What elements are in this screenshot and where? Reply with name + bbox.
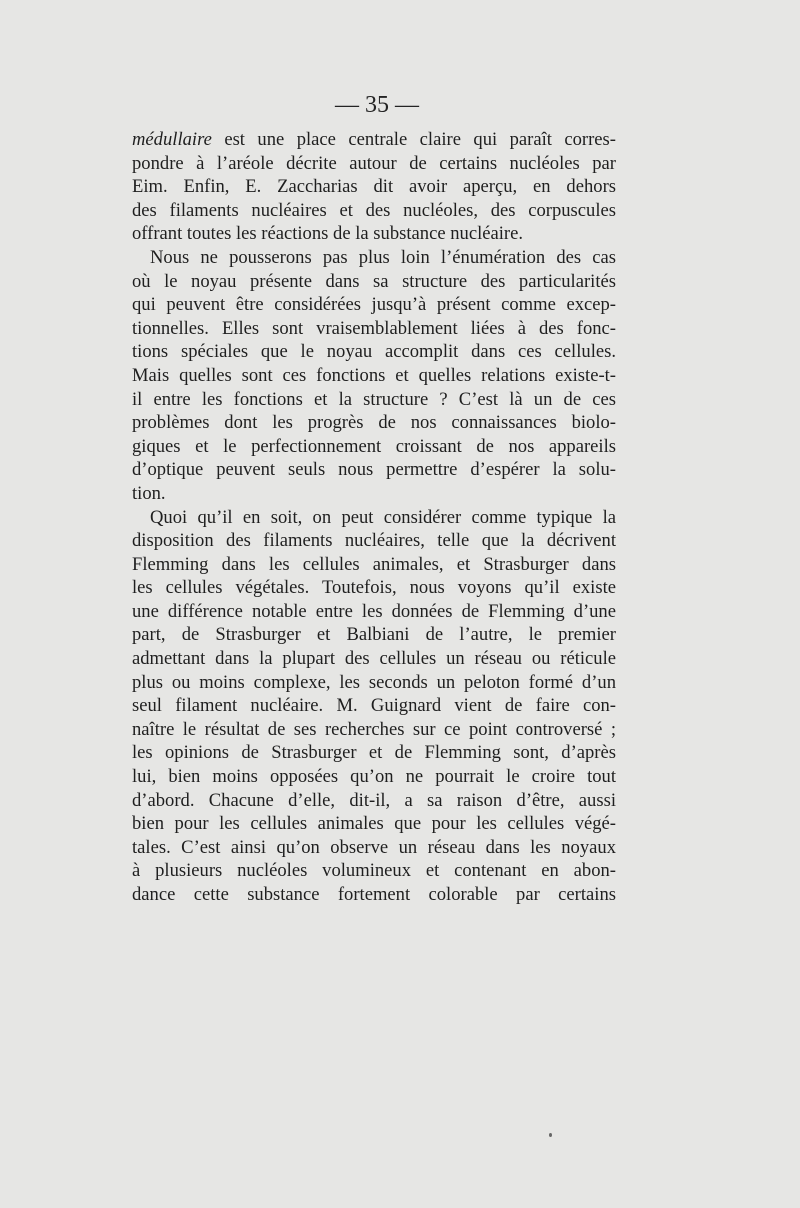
text-line: pondre à l’aréole décrite autour de certains nucléoles par <box>132 152 616 174</box>
text-line: une différence notable entre les données de Flemming d’une <box>132 600 616 622</box>
paragraph-1 <box>132 128 616 246</box>
text-line: dance cette substance fortement colorable par certains <box>132 884 616 905</box>
text-line-rest: est une place centrale claire qui paraît corres- <box>211 129 616 150</box>
italic-term: médullaire <box>132 129 212 150</box>
paragraph-2 <box>132 246 616 506</box>
text-body <box>132 128 616 907</box>
paragraph-3 <box>132 506 616 907</box>
text-line: Eim. Enfin, E. Zaccharias dit avoir aperçu, en dehors <box>132 176 616 198</box>
text-line: tales. C’est ainsi qu’on observe un réseau dans les noyaux <box>132 836 616 858</box>
text-line <box>132 128 616 152</box>
text-line: d’abord. Chacune d’elle, dit-il, a sa raison d’être, aussi <box>132 789 616 811</box>
text-line: qui peuvent être considérées jusqu’à présent comme excep- <box>132 294 616 316</box>
text-line: tions spéciales que le noyau accomplit dans ces cellules. <box>132 341 616 363</box>
text-line: disposition des filaments nucléaires, telle que la décrivent <box>132 530 616 552</box>
text-line: part, de Strasburger et Balbiani de l’autre, le premier <box>132 624 616 646</box>
text-line: admettant dans la plupart des cellules un réseau ou réticule <box>132 648 616 670</box>
text-line: tion. <box>132 482 166 504</box>
text-line: tionnelles. Elles sont vraisemblablement liées à des fonc- <box>132 317 616 339</box>
text-line: les opinions de Strasburger et de Flemming sont, d’après <box>132 742 616 764</box>
text-line: Quoi qu’il en soit, on peut considérer comme typique la <box>150 506 616 528</box>
text-line: naître le résultat de ses recherches sur ce point controversé ; <box>132 718 616 740</box>
text-line: Mais quelles sont ces fonctions et quelles relations existe-t- <box>132 364 616 386</box>
text-line: Flemming dans les cellules animales, et Strasburger dans <box>132 553 616 575</box>
text-line: à plusieurs nucléoles volumineux et contenant en abon- <box>132 860 616 882</box>
text-line: des filaments nucléaires et des nucléoles, des corpuscules <box>132 199 616 221</box>
text-line: lui, bien moins opposées qu’on ne pourrait le croire tout <box>132 766 616 788</box>
text-line: problèmes dont les progrès de nos connaissances biolo- <box>132 412 616 434</box>
text-line: seul filament nucléaire. M. Guignard vient de faire con- <box>132 695 616 717</box>
text-line: bien pour les cellules animales que pour les cellules végé- <box>132 813 616 835</box>
text-line: il entre les fonctions et la structure ? C’est là un de ces <box>132 388 616 410</box>
text-line: plus ou moins complexe, les seconds un peloton formé d’un <box>132 671 616 693</box>
ink-speck <box>549 1133 552 1137</box>
text-line: où le noyau présente dans sa structure des particularités <box>132 270 616 292</box>
text-line: giques et le perfectionnement croissant de nos appareils <box>132 435 616 457</box>
text-line: d’optique peuvent seuls nous permettre d’espérer la solu- <box>132 459 616 481</box>
text-line: offrant toutes les réactions de la substance nucléaire. <box>132 223 524 245</box>
page-number: — 35 — <box>335 92 419 118</box>
text-line: les cellules végétales. Toutefois, nous voyons qu’il existe <box>132 577 616 599</box>
text-line: Nous ne pousserons pas plus loin l’énumération des cas <box>150 246 616 268</box>
